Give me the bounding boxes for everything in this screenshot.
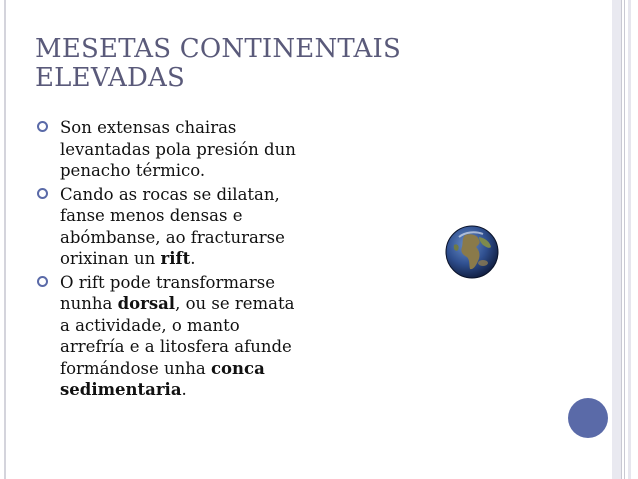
bullet-item [35,272,335,401]
text-run: , ou se remata [175,294,295,313]
bullet-line: Cando as rocas se dilatan, [60,184,280,204]
bullet-line [60,379,335,401]
bullet-text [60,117,335,182]
bullet-line: abómbanse, ao fracturarse [60,227,285,247]
bullet-line: O rift pode transformarse [60,272,275,292]
bullet-text [60,272,335,401]
text-run: orixinan un [60,249,161,268]
text-run: . [190,249,196,268]
bullet-line [60,293,335,315]
right-border-band [628,0,631,479]
right-border-band [612,0,621,479]
bullet-item [35,184,335,270]
bold-term: rift [160,249,191,268]
right-border-line [621,0,622,479]
text-run: formándose unha [60,358,211,378]
bullet-line: levantadas pola presión dun [60,139,296,159]
bullet-line [60,358,335,380]
bold-term: sedimentaria [60,380,182,399]
bullet-line: a actividade, o manto [60,315,240,335]
left-border-line [4,0,6,479]
hollow-circle-bullet-icon [37,121,48,132]
bullet-line: arrefría e a litosfera afunde [60,337,292,356]
bullet-list [35,117,335,403]
nav-circle-icon[interactable] [568,398,608,438]
hollow-circle-bullet-icon [37,188,48,199]
slide-title-line: MESETAS CONTINENTAIS [35,34,401,64]
right-border-line [624,0,625,479]
bullet-item [35,117,335,182]
hollow-circle-bullet-icon [37,276,48,287]
bullet-line [60,248,335,270]
text-run: . [181,380,187,399]
bullet-line: penacho térmico. [60,161,206,180]
bullet-text [60,184,335,270]
earth-globe-icon [445,225,499,279]
bold-term: dorsal [117,294,176,313]
slide-title-line: ELEVADAS [35,63,186,93]
bullet-line: Son extensas chairas [60,118,237,137]
bullet-line: fanse menos densas e [60,206,243,225]
text-run: nunha [60,294,118,313]
bold-term: conca [210,358,265,378]
slide-title [35,35,415,93]
